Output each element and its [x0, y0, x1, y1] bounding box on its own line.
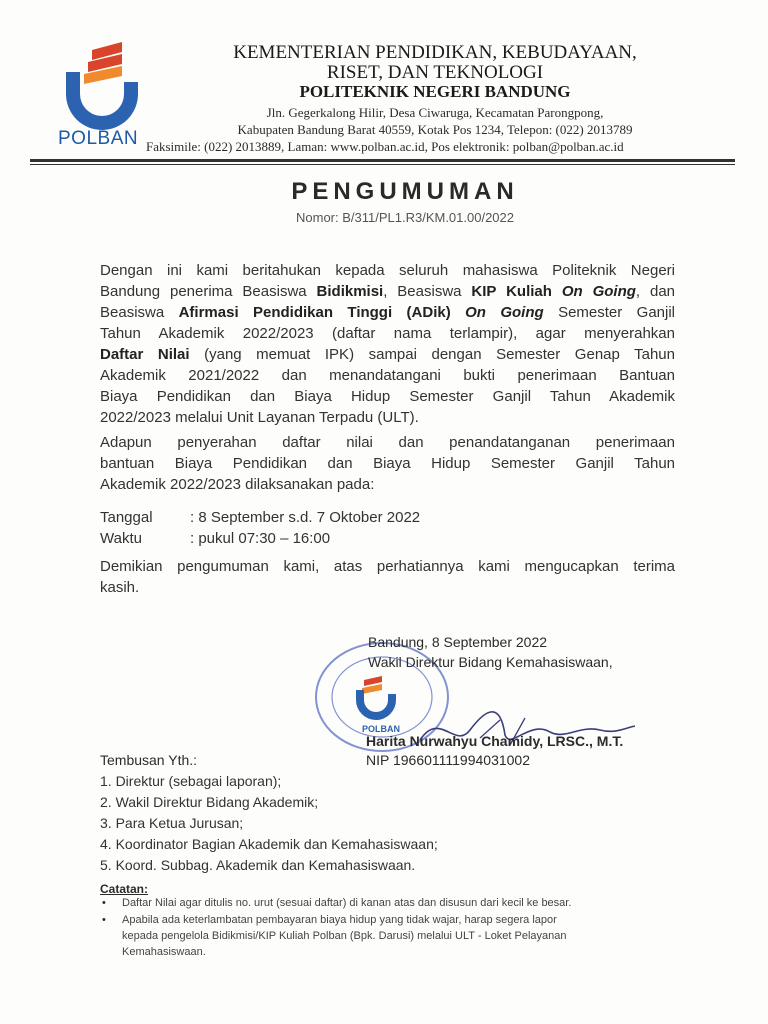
- schedule-time-row: [100, 530, 330, 547]
- signature-position: Wakil Direktur Bidang Kemahasiswaan,: [368, 654, 613, 670]
- p1-line-5: Daftar Nilai (yang memuat IPK) sampai dengan Semester Genap Tahun: [100, 346, 675, 363]
- ministry-name-2: RISET, DAN TEKNOLOGI: [326, 62, 544, 83]
- handwritten-signature-icon: [410, 690, 640, 760]
- note-item-1: Daftar Nilai agar ditulis no. urut (sesuai daftar) di kanan atas dan disusun dari kecil ke besar.: [122, 897, 572, 909]
- notes-title: Catatan:: [100, 882, 149, 896]
- signatory-nip: NIP 196601111994031002: [366, 752, 531, 768]
- p2-line-1: Adapun penyerahan daftar nilai dan penandatanganan penerimaan: [100, 434, 675, 451]
- cc-item: 1. Direktur (sebagai laporan);: [100, 773, 282, 789]
- note-item-2-line-2: kepada pengelola Bidikmisi/KIP Kuliah Polban (Bpk. Darusi) melalui ULT - Loket Pelayanan: [122, 930, 567, 942]
- bullet-icon: •: [102, 897, 106, 909]
- p2-line-2: bantuan Biaya Pendidikan dan Biaya Hidup Semester Ganjil Tahun: [100, 455, 675, 472]
- schedule-time-label: Waktu: [100, 530, 142, 547]
- cc-item: 5. Koord. Subbag. Akademik dan Kemahasiswaan.: [100, 857, 416, 873]
- institution-name: POLITEKNIK NEGERI BANDUNG: [299, 82, 571, 101]
- cc-title: Tembusan Yth.:: [100, 752, 198, 768]
- polban-logo-icon: [52, 42, 152, 132]
- schedule-date-value: : 8 September s.d. 7 Oktober 2022: [190, 509, 421, 526]
- schedule-date-row: [100, 509, 420, 526]
- p2-line-3: Akademik 2022/2023 dilaksanakan pada:: [100, 476, 375, 493]
- address-line-2: Kabupaten Bandung Barat 40559, Kotak Pos 1234, Telepon: (022) 2013789: [237, 122, 633, 137]
- p1-line-1: Dengan ini kami beritahukan kepada seluruh mahasiswa Politeknik Negeri: [100, 262, 675, 279]
- schedule-date-label: Tanggal: [100, 509, 153, 526]
- note-item-2-line-3: Kemahasiswaan.: [122, 946, 206, 958]
- p1-line-8: 2022/2023 melalui Unit Layanan Terpadu (ULT).: [100, 409, 419, 426]
- ministry-name: KEMENTERIAN PENDIDIKAN, KEBUDAYAAN,: [233, 42, 637, 63]
- document-title: PENGUMUMAN: [291, 178, 519, 205]
- p3-line-1: Demikian pengumuman kami, atas perhatiannya kami mengucapkan terima: [100, 558, 675, 575]
- signatory-name: Harita Nurwahyu Chamidy, LRSC., M.T.: [366, 733, 624, 749]
- p1-line-4: Tahun Akademik 2022/2023 (daftar nama terlampir), agar menyerahkan: [100, 325, 675, 342]
- header-rule-thin: [30, 164, 735, 165]
- p1-line-2: Bandung penerima Beasiswa Bidikmisi, Beasiswa KIP Kuliah On Going, dan: [100, 283, 676, 300]
- bullet-icon: •: [102, 914, 106, 926]
- document-number: Nomor: B/311/PL1.R3/KM.01.00/2022: [296, 210, 514, 225]
- header-rule-thick: [30, 159, 735, 162]
- cc-item: 3. Para Ketua Jurusan;: [100, 815, 244, 831]
- p1-line-6: Akademik 2021/2022 dan menandatangani bukti penerimaan Bantuan: [100, 367, 675, 384]
- p1-line-7: Biaya Pendidikan dan Biaya Hidup Semester Ganjil Tahun Akademik: [100, 388, 675, 405]
- p1-line-3: Beasiswa Afirmasi Pendidikan Tinggi (ADik) On Going Semester Ganjil: [100, 304, 676, 321]
- contact-line: Faksimile: (022) 2013889, Laman: www.polban.ac.id, Pos elektronik: polban@polban.ac.id: [146, 139, 624, 154]
- schedule-time-value: : pukul 07:30 – 16:00: [190, 530, 331, 547]
- cc-item: 4. Koordinator Bagian Akademik dan Kemahasiswaan;: [100, 836, 438, 852]
- note-item-2-line-1: Apabila ada keterlambatan pembayaran biaya hidup yang tidak wajar, harap segera lapor: [122, 914, 557, 926]
- address-line-1: Jln. Gegerkalong Hilir, Desa Ciwaruga, Kecamatan Parongpong,: [266, 105, 604, 120]
- cc-item: 2. Wakil Direktur Bidang Akademik;: [100, 794, 319, 810]
- p3-line-2: kasih.: [100, 579, 140, 596]
- signature-place-date: Bandung, 8 September 2022: [368, 634, 548, 650]
- stamp-text: POLBAN: [362, 724, 400, 734]
- logo-text: POLBAN: [58, 128, 139, 149]
